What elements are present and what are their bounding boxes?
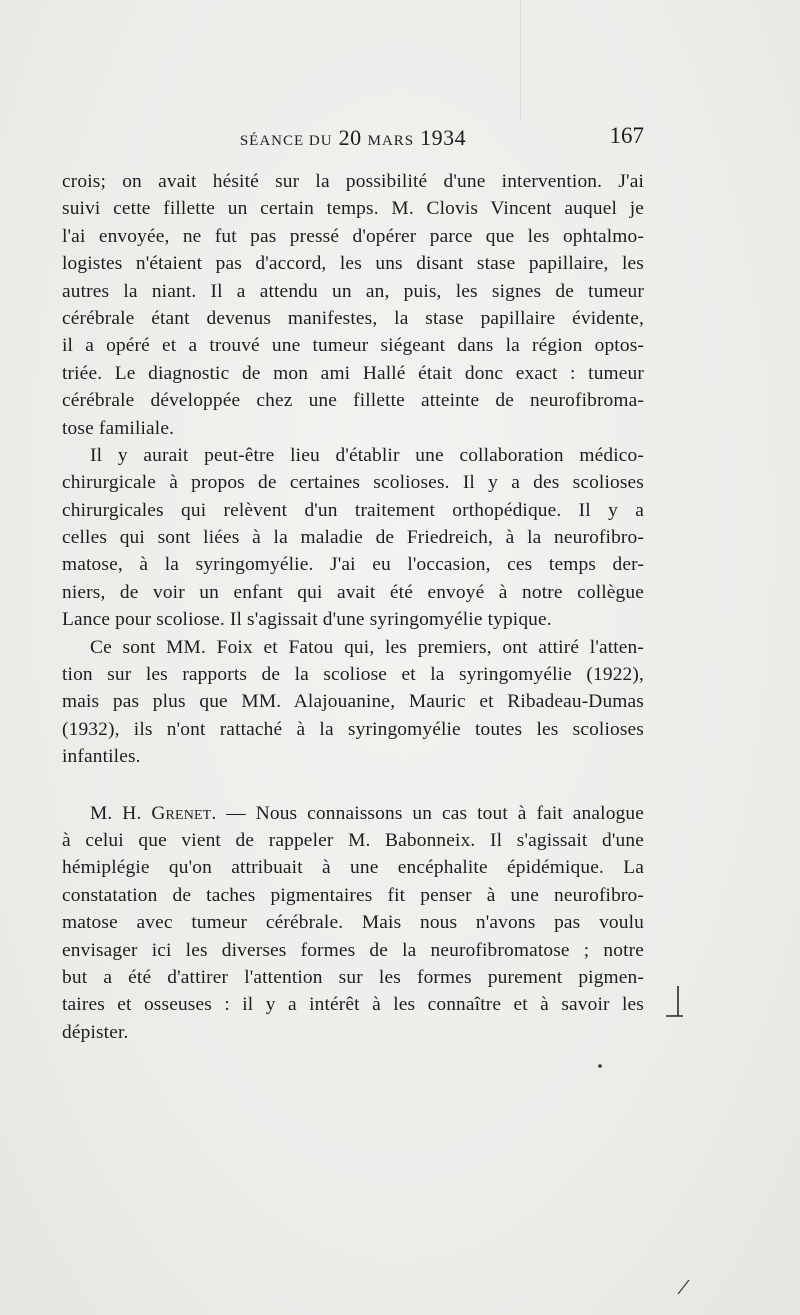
- text-line: chirurgicales qui relèvent d'un traitement orthopédique. Il y a: [62, 499, 644, 521]
- text-line: constatation de taches pigmentaires fit penser à une neurofibro-: [62, 884, 644, 906]
- text-line: envisager ici les diverses formes de la neurofibromatose ; notre: [62, 939, 644, 961]
- text-line: triée. Le diagnostic de mon ami Hallé était donc exact : tumeur: [62, 362, 644, 384]
- body-text: [62, 168, 644, 1046]
- text-line: autres la niant. Il a attendu un an, puis, les signes de tumeur: [62, 280, 644, 302]
- text-line: infantiles.: [62, 746, 141, 768]
- title-date: 20: [338, 125, 362, 150]
- text-line: à celui que vient de rappeler M. Babonneix. Il s'agissait d'une: [62, 829, 644, 851]
- text-line: hémiplégie qu'on attribuait à une encéphalite épidémique. La: [62, 857, 644, 879]
- text-line: logistes n'étaient pas d'accord, les uns disant stase papillaire, les: [62, 253, 644, 275]
- text-line: l'ai envoyée, ne fut pas pressé d'opérer parce que les ophtalmo-: [62, 225, 644, 247]
- text-line: suivi cette fillette un certain temps. M. Clovis Vincent auquel je: [62, 198, 644, 220]
- speaker-line: [62, 800, 644, 827]
- text-line: tion sur les rapports de la scoliose et la syringomyélie (1922),: [62, 664, 644, 686]
- text-line: Ce sont MM. Foix et Fatou qui, les premiers, ont attiré l'atten-: [90, 636, 644, 658]
- text-line: taires et osseuses : il y a intérêt à les connaître et à savoir les: [62, 994, 644, 1016]
- text-line: chirurgicale à propos de certaines scolioses. Il y a des scolioses: [62, 472, 644, 494]
- text-line: crois; on avait hésité sur la possibilité d'une intervention. J'ai: [62, 171, 644, 192]
- text-line: (1932), ils n'ont rattaché à la syringomyélie toutes les scolioses: [62, 718, 644, 740]
- text-line: Lance pour scoliose. Il s'agissait d'une syringomyélie typique.: [62, 609, 552, 631]
- text-line: but a été d'attirer l'attention sur les formes purement pigmen-: [62, 966, 644, 988]
- text-line: dépister.: [62, 1021, 129, 1043]
- text-line: tose familiale.: [62, 417, 175, 439]
- text-line: celles qui sont liées à la maladie de Friedreich, à la neurofibro-: [62, 527, 644, 549]
- running-title: [62, 125, 644, 151]
- text-line: mais pas plus que MM. Alajouanine, Mauric et Ribadeau-Dumas: [62, 691, 644, 713]
- paragraph-gap: [62, 771, 644, 800]
- speaker-lead-text: — Nous connaissons un cas tout à fait analogue: [216, 802, 644, 824]
- page-number: 167: [609, 123, 644, 148]
- title-prefix: SÉANCE DU: [239, 133, 333, 149]
- speaker-name: M. H. Grenet.: [90, 802, 217, 824]
- text-line: matose, à la syringomyélie. J'ai eu l'occasion, ces temps der-: [62, 554, 644, 576]
- title-year: 1934: [420, 125, 467, 150]
- title-month: MARS: [367, 133, 415, 149]
- text-line: niers, de voir un enfant qui avait été envoyé à notre collègue: [62, 581, 644, 603]
- corner-pencil-mark: [676, 1276, 692, 1296]
- text-line: Il y aurait peut-être lieu d'établir une collaboration médico-: [90, 444, 644, 466]
- scan-artifact-line: [520, 0, 521, 120]
- text-line: il a opéré et a trouvé une tumeur siégeant dans la région optos-: [62, 335, 644, 357]
- running-header: [62, 123, 644, 157]
- text-line: cérébrale étant devenus manifestes, la stase papillaire évidente,: [62, 307, 644, 329]
- ink-dot-mark: [596, 1062, 604, 1070]
- margin-pencil-mark: [664, 984, 684, 1024]
- text-line: cérébrale développée chez une fillette atteinte de neurofibroma-: [62, 390, 644, 412]
- text-line: matose avec tumeur cérébrale. Mais nous n'avons pas voulu: [62, 912, 644, 934]
